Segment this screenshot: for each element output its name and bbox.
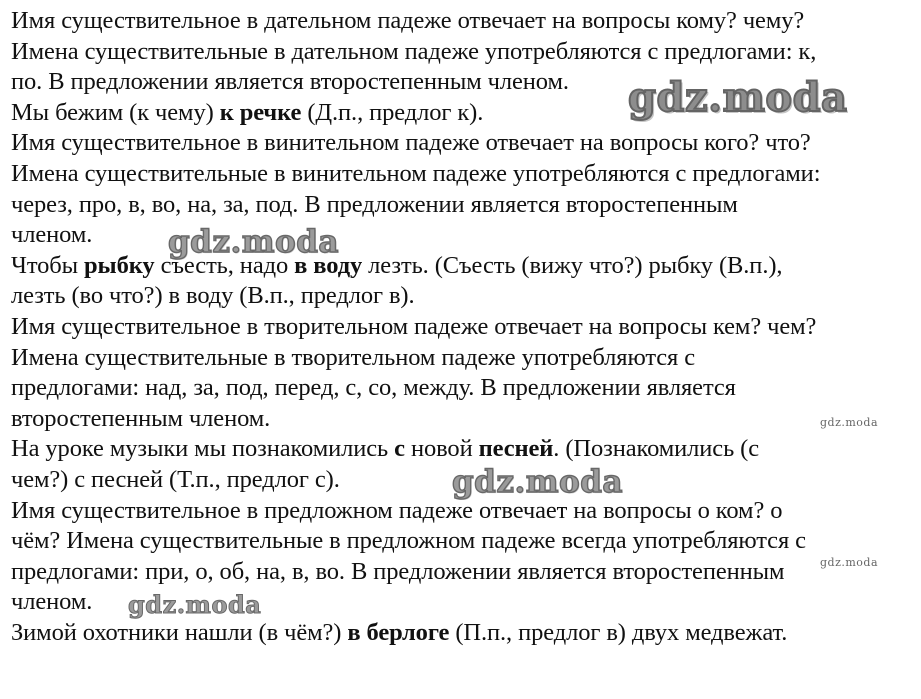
bold-example-word: рыбку xyxy=(84,251,155,279)
bold-example-word: с xyxy=(394,435,405,463)
text-line xyxy=(11,434,916,465)
text-line: чём? Имена существительные в предложном падеже всегда употребляются с xyxy=(11,527,806,555)
text-line: через, про, в, во, на, за, под. В предложении является второстепенным xyxy=(11,190,738,218)
watermark-logo: gdz.moda xyxy=(820,556,879,569)
text-line xyxy=(11,618,916,649)
text-segment: Чтобы xyxy=(11,251,85,279)
text-line: Имя существительное в предложном падеже отвечает на вопросы о ком? о xyxy=(11,496,783,524)
watermark-logo: gdz.moda xyxy=(452,464,623,500)
document-body xyxy=(11,6,916,648)
text-line: предлогами: при, о, об, на, в, во. В предложении является второстепенным xyxy=(11,557,785,585)
text-line: Имена существительные в винительном падеже употребляются с предлогами: xyxy=(11,159,821,187)
bold-example-word: в берлоге xyxy=(347,618,450,646)
text-line: Имя существительное в творительном падеже отвечает на вопросы кем? чем? xyxy=(11,312,817,340)
bold-example-word: песней xyxy=(478,435,554,463)
watermark-logo: gdz.moda xyxy=(628,74,848,121)
text-segment: На уроке музыки мы познакомились xyxy=(11,435,395,463)
watermark-logo: gdz.moda xyxy=(128,590,262,619)
text-segment: съесть, надо xyxy=(154,251,295,279)
text-line: чем?) с песней (Т.п., предлог с). xyxy=(11,465,340,493)
text-line: предлогами: над, за, под, перед, с, со, между. В предложении является xyxy=(11,374,736,402)
text-line xyxy=(11,251,916,282)
text-segment: Мы бежим (к чему) xyxy=(11,98,220,126)
text-segment: лезть. (Съесть (вижу что?) рыбку (В.п.), xyxy=(362,251,783,279)
text-line: членом. xyxy=(11,588,93,616)
text-line: Имена существительные в творительном падеже употребляются с xyxy=(11,343,695,371)
watermark-logo: gdz.moda xyxy=(820,416,879,429)
text-segment: новой xyxy=(404,435,479,463)
text-line xyxy=(11,98,916,129)
text-segment: Зимой охотники нашли (в чём?) xyxy=(11,618,348,646)
text-segment: . (Познакомились (с xyxy=(553,435,760,463)
bold-example-word: в воду xyxy=(294,251,363,279)
watermark-logo: gdz.moda xyxy=(168,224,339,260)
text-line: Имена существительные в дательном падеже употребляются с предлогами: к, xyxy=(11,37,817,65)
text-line: Имя существительное в дательном падеже отвечает на вопросы кому? чему? xyxy=(11,7,805,34)
text-line: членом. xyxy=(11,221,93,249)
text-line: второстепенным членом. xyxy=(11,404,271,432)
text-line: лезть (во что?) в воду (В.п., предлог в). xyxy=(11,282,415,310)
text-line: по. В предложении является второстепенным членом. xyxy=(11,68,569,96)
text-line: Имя существительное в винительном падеже отвечает на вопросы кого? что? xyxy=(11,129,811,157)
text-segment: (Д.п., предлог к). xyxy=(301,98,484,126)
bold-example-word: к речке xyxy=(219,98,302,126)
text-segment: (П.п., предлог в) двух медвежат. xyxy=(449,618,788,646)
